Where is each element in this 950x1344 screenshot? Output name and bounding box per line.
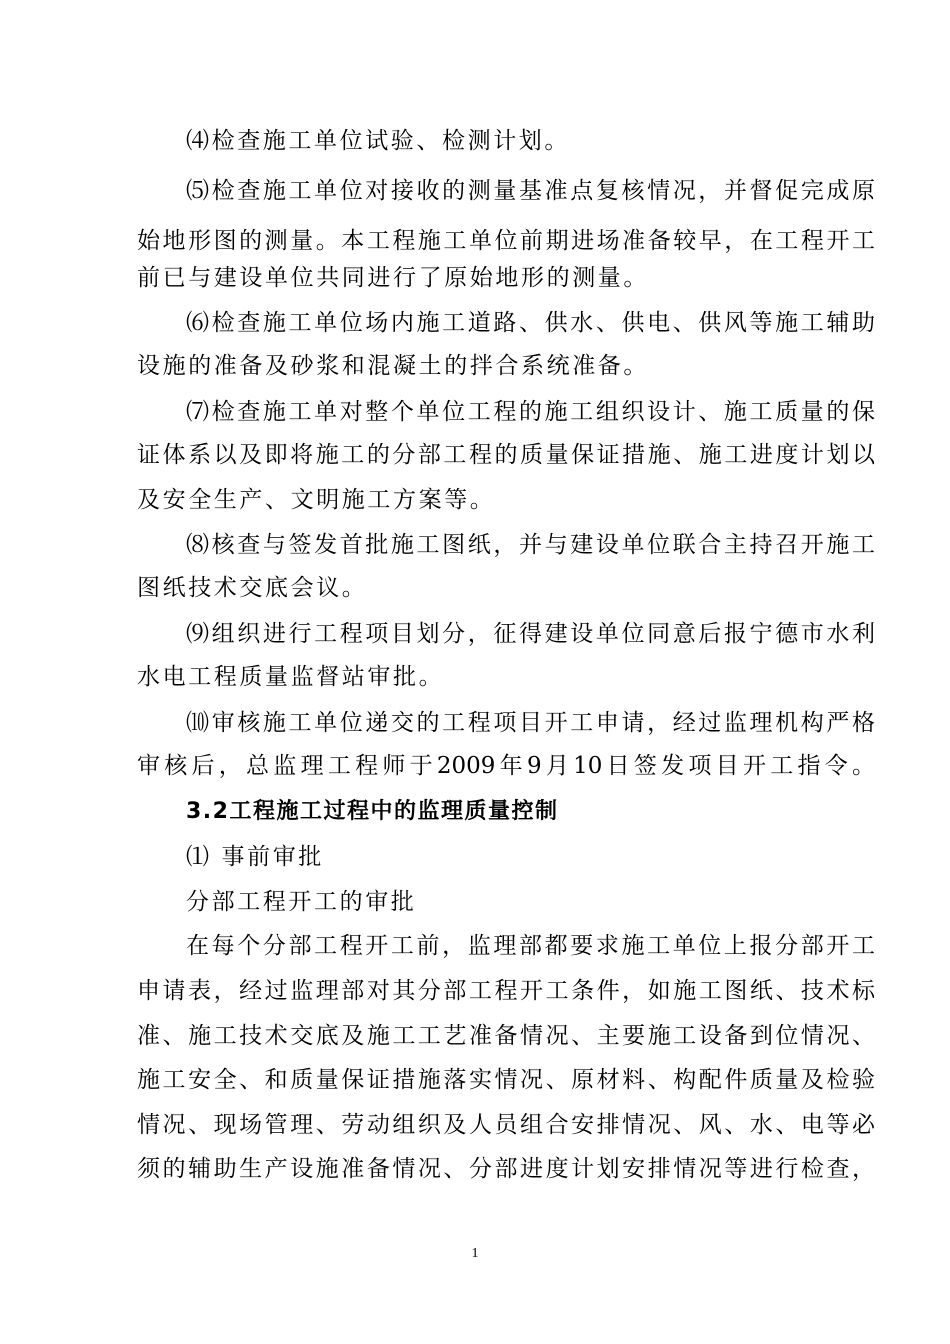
item-10-line-2: 审核后，总监理工程师于2009年9月10日签发项目开工指令。 — [137, 753, 875, 779]
item-9-line-2: 水电工程质量监督站审批。 — [137, 664, 445, 690]
item-8-line-1: ⑻核查与签发首批施工图纸，并与建设单位联合主持召开施工 — [186, 532, 875, 558]
subsection-title: ⑴ 事前审批 — [186, 844, 324, 870]
para-line-2: 申请表，经过监理部对其分部工程开工条件，如施工图纸、技术标 — [137, 978, 875, 1004]
item-5-line-3: 前已与建设单位共同进行了原始地形的测量。 — [137, 265, 649, 291]
para-line-5: 情况、现场管理、劳动组织及人员组合安排情况、风、水、电等必 — [137, 1112, 875, 1138]
subheading: 分部工程开工的审批 — [186, 889, 417, 915]
para-line-3: 准、施工技术交底及施工工艺准备情况、主要施工设备到位情况、 — [137, 1023, 875, 1049]
para-line-4: 施工安全、和质量保证措施落实情况、原材料、构配件质量及检验 — [137, 1067, 875, 1093]
item-4-line: ⑷检查施工单位试验、检测计划。 — [186, 128, 570, 154]
item-6-line-2: 设施的准备及砂浆和混凝土的拌合系统准备。 — [137, 353, 649, 379]
para-line-1: 在每个分部工程开工前，监理部都要求施工单位上报分部开工 — [186, 933, 875, 959]
item-9-line-1: ⑼组织进行工程项目划分，征得建设单位同意后报宁德市水利 — [186, 621, 875, 647]
item-6-line-1: ⑹检查施工单位场内施工道路、供水、供电、供风等施工辅助 — [186, 310, 875, 336]
item-5-line-2: 始地形图的测量。本工程施工单位前期进场准备较早，在工程开工 — [137, 228, 875, 254]
item-5-line-1: ⑸检查施工单位对接收的测量基准点复核情况，并督促完成原 — [186, 178, 875, 204]
para-line-6: 须的辅助生产设施准备情况、分部进度计划安排情况等进行检查， — [137, 1156, 875, 1182]
item-7-line-2: 证体系以及即将施工的分部工程的质量保证措施、施工进度计划以 — [137, 442, 875, 468]
page-number: 1 — [471, 1246, 479, 1261]
item-7-line-1: ⑺检查施工单对整个单位工程的施工组织设计、施工质量的保 — [186, 399, 875, 425]
item-7-line-3: 及安全生产、文明施工方案等。 — [137, 487, 496, 513]
section-heading: 3.2工程施工过程中的监理质量控制 — [186, 799, 559, 824]
item-8-line-2: 图纸技术交底会议。 — [137, 575, 368, 601]
item-10-line-1: ⑽审核施工单位递交的工程项目开工申请，经过监理机构严格 — [186, 710, 875, 736]
